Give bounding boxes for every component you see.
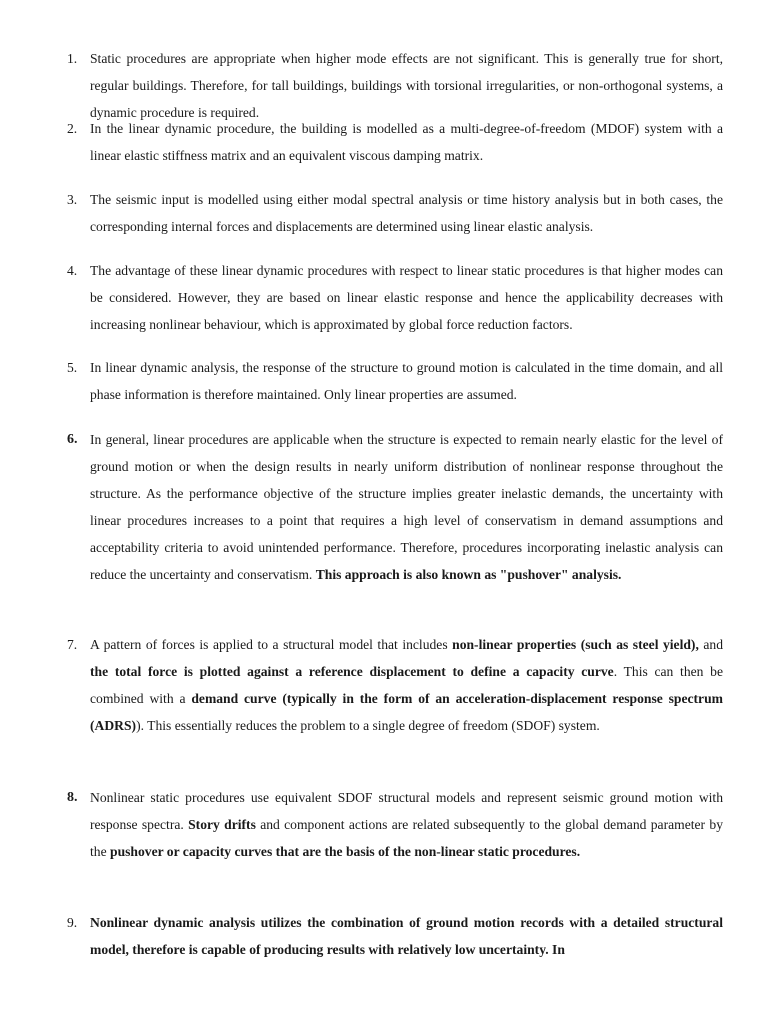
item-text <box>90 257 723 338</box>
item-number: 8. <box>67 790 78 805</box>
item-text-segment-bold: non-linear properties (such as steel yield), <box>452 637 699 652</box>
item-text-segment-bold: pushover or capacity curves that are the basis of the non-linear static procedures. <box>110 844 581 859</box>
item-text-segment-bold: demand curve (typically in the form of an acceleration-displacement response spectrum (ADRS) <box>90 691 723 733</box>
item-text-segment-bold: Nonlinear dynamic analysis utilizes the combination of ground motion records with a detailed structural model, therefore is capable of producing results with relatively low uncertainty. In <box>90 915 723 957</box>
item-text <box>90 115 723 169</box>
list-item <box>67 631 723 739</box>
list-item <box>67 115 723 169</box>
list-item <box>67 257 723 338</box>
list-item <box>67 426 723 588</box>
item-text-segment: and component actions are related subsequently to the global demand parameter by the <box>90 817 723 859</box>
item-text <box>90 426 723 588</box>
item-text-segment: and <box>698 637 723 652</box>
item-text-segment: A pattern of forces is applied to a structural model that includes <box>90 637 453 652</box>
item-text-segment: The advantage of these linear dynamic procedures with respect to linear static procedures is that higher modes can be considered. However, they are based on linear elastic response and hence the applicability decreases with increasing nonlinear behaviour, which is approximated by global force reduction factors. <box>90 263 723 332</box>
list-item <box>67 354 723 408</box>
item-number: 1. <box>67 51 78 66</box>
item-text-segment: In the linear dynamic procedure, the building is modelled as a multi-degree-of-freedom (MDOF) system with a linear elastic stiffness matrix and an equivalent viscous damping matrix. <box>90 121 723 163</box>
item-text-segment: Nonlinear static procedures use equivalent SDOF structural models and represent seismic ground motion with response spectra. <box>90 790 723 832</box>
item-text-segment: The seismic input is modelled using either modal spectral analysis or time history analysis but in both cases, the corresponding internal forces and displacements are determined using linear elastic analysis. <box>90 192 723 234</box>
item-text <box>90 631 723 739</box>
item-text <box>90 784 723 865</box>
item-number: 5. <box>67 360 78 375</box>
item-number: 2. <box>67 121 78 136</box>
list-item <box>67 784 723 865</box>
item-text <box>90 186 723 240</box>
item-text <box>90 45 723 126</box>
item-text-segment: In general, linear procedures are applicable when the structure is expected to remain nearly elastic for the level of ground motion or when the design results in nearly uniform distribution of nonlinear response throughout the structure. As the performance objective of the structure implies greater inelastic demands, the uncertainty with linear procedures increases to a point that requires a high level of conservatism in demand assumptions and acceptability criteria to avoid unintended performance. Therefore, procedures incorporating inelastic analysis can reduce the uncertainty and conservatism. <box>90 432 723 582</box>
item-text-segment-bold: the total force is plotted against a reference displacement to define a capacity curve <box>90 664 614 679</box>
item-text-segment-bold: This approach is also known as "pushover" analysis. <box>315 567 622 582</box>
item-text <box>90 909 723 963</box>
item-number: 6. <box>67 432 78 447</box>
list-item <box>67 909 723 963</box>
item-number: 4. <box>67 263 78 278</box>
list-item <box>67 186 723 240</box>
item-text-segment: Static procedures are appropriate when higher mode effects are not significant. This is generally true for short, regular buildings. Therefore, for tall buildings, buildings with torsional irregularities, or non-orthogonal systems, a dynamic procedure is required. <box>90 51 723 120</box>
item-number: 9. <box>67 915 78 930</box>
item-text-segment: In linear dynamic analysis, the response of the structure to ground motion is calculated in the time domain, and all phase information is therefore maintained. Only linear properties are assumed. <box>90 360 723 402</box>
item-number: 7. <box>67 637 78 652</box>
list-item <box>67 45 723 126</box>
item-text <box>90 354 723 408</box>
item-text-segment-bold: Story drifts <box>188 817 256 832</box>
item-text-segment: ). This essentially reduces the problem to a single degree of freedom (SDOF) system. <box>136 718 600 733</box>
item-number: 3. <box>67 192 78 207</box>
item-text-segment: . This can then be combined with a <box>90 664 723 706</box>
